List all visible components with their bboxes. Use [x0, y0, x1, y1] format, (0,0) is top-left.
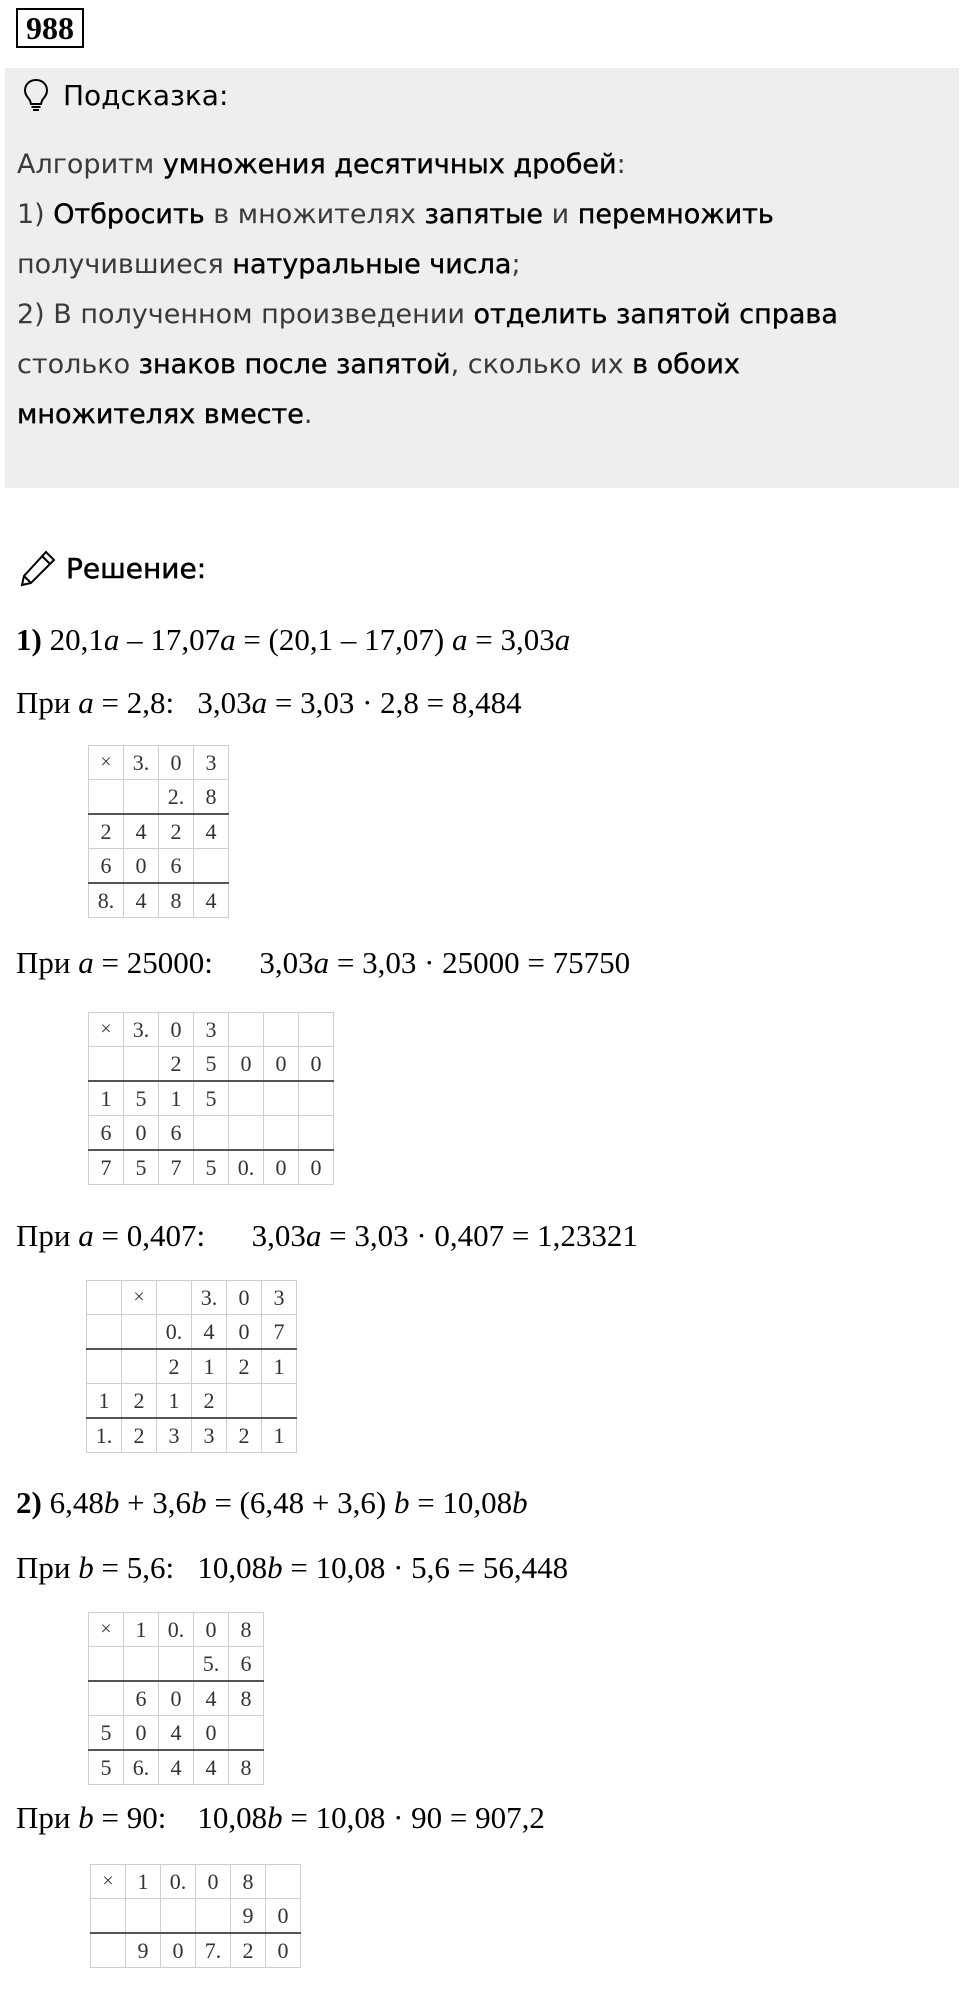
digit-cell: [87, 1315, 122, 1350]
table-row: [87, 1349, 297, 1384]
expression-text: 6,48b + 3,6b = (6,48 + 3,6) b = 10,08b: [41, 1485, 528, 1520]
digit-cell: 4: [194, 1750, 229, 1785]
digit-cell: 7: [262, 1315, 297, 1350]
hint-box: [5, 68, 959, 488]
table-row: [87, 1315, 297, 1350]
digit-cell: 3.: [124, 1013, 159, 1047]
digit-cell: 1: [87, 1384, 122, 1419]
digit-cell: [264, 1013, 299, 1047]
table-row: [89, 1081, 334, 1116]
variable: b: [267, 1550, 283, 1585]
part1-expression: [16, 622, 570, 658]
solution-header: [18, 548, 206, 588]
hint-emphasis: знаков после запятой: [138, 349, 451, 380]
hint-emphasis: умножения десятичных дробей: [162, 149, 617, 180]
table-row: [87, 1281, 297, 1315]
digit-cell: 2: [227, 1349, 262, 1384]
hint-text-segment: получившиеся: [17, 249, 233, 280]
digit-cell: 8: [229, 1750, 264, 1785]
hint-text-segment: Алгоритм: [17, 149, 163, 180]
variable: b: [191, 1485, 207, 1520]
digit-cell: [87, 1281, 122, 1315]
digit-cell: 4: [124, 814, 159, 849]
digit-cell: [89, 1047, 124, 1082]
digit-cell: [229, 1116, 264, 1151]
digit-cell: 2: [122, 1418, 157, 1453]
pencil-icon: [18, 548, 58, 588]
variable: a: [251, 685, 268, 720]
digit-cell: 4: [192, 1315, 227, 1350]
digit-cell: 0: [266, 1899, 301, 1934]
digit-cell: 5: [194, 1081, 229, 1116]
hint-text: [17, 140, 937, 440]
digit-cell: 1: [157, 1384, 192, 1419]
digit-cell: 3: [157, 1418, 192, 1453]
table-row: [89, 849, 229, 884]
digit-cell: 6: [89, 1116, 124, 1151]
hint-text-segment: и: [542, 199, 578, 230]
digit-cell: 2: [157, 1349, 192, 1384]
hint-emphasis: Отбросить: [53, 199, 205, 230]
digit-cell: 4: [159, 1716, 194, 1751]
digit-cell: 4: [194, 1681, 229, 1716]
table-row: [89, 1116, 334, 1151]
digit-cell: 0: [299, 1150, 334, 1185]
digit-cell: 0: [159, 1013, 194, 1047]
digit-cell: 0: [227, 1315, 262, 1350]
digit-cell: 2: [227, 1418, 262, 1453]
digit-cell: [122, 1349, 157, 1384]
variable: a: [554, 622, 571, 657]
part1-case3-multiplication-table: [86, 1280, 297, 1453]
part1-case2-multiplication-table: [88, 1012, 334, 1185]
part2-case1-text: При b = 5,6: 10,08b = 10,08 · 5,6 = 56,448: [16, 1550, 569, 1585]
digit-cell: 6: [124, 1681, 159, 1716]
hint-line: [17, 240, 937, 290]
part1-case1-text: При a = 2,8: 3,03a = 3,03 · 2,8 = 8,484: [16, 685, 522, 720]
digit-cell: 6.: [124, 1750, 159, 1785]
hint-line: [17, 340, 937, 390]
task-number: 988: [16, 8, 84, 48]
digit-cell: [196, 1899, 231, 1934]
digit-cell: 1: [262, 1418, 297, 1453]
digit-cell: 3: [194, 746, 229, 780]
digit-cell: [299, 1081, 334, 1116]
part2-case1-multiplication-table: [88, 1612, 264, 1785]
digit-cell: [266, 1865, 301, 1899]
variable: b: [393, 1485, 410, 1520]
variable: a: [220, 622, 236, 657]
lightbulb-icon: [23, 78, 49, 112]
digit-cell: [91, 1899, 126, 1934]
digit-cell: [194, 849, 229, 884]
digit-cell: [159, 1647, 194, 1682]
digit-cell: 1: [124, 1613, 159, 1647]
table-row: [89, 1150, 334, 1185]
variable: a: [78, 1218, 94, 1253]
hint-text-segment: :: [616, 149, 626, 180]
digit-cell: 7: [159, 1150, 194, 1185]
digit-cell: 0: [124, 849, 159, 884]
digit-cell: 4: [194, 814, 229, 849]
variable: b: [103, 1485, 120, 1520]
hint-emphasis: натуральные числа: [232, 249, 512, 280]
table-row: [89, 1613, 264, 1647]
digit-cell: [264, 1116, 299, 1151]
part1-case2-text: При a = 25000: 3,03a = 3,03 · 25000 = 75750: [16, 945, 631, 980]
part2-case2-multiplication-table: [90, 1864, 301, 1968]
table-row: [91, 1933, 301, 1968]
digit-cell: 7: [89, 1150, 124, 1185]
variable: b: [78, 1800, 94, 1835]
digit-cell: [299, 1116, 334, 1151]
table-row: [89, 814, 229, 849]
table-row: [89, 1681, 264, 1716]
hint-emphasis: перемножить: [577, 199, 774, 230]
digit-cell: 1: [159, 1081, 194, 1116]
digit-cell: [157, 1281, 192, 1315]
digit-cell: 0: [124, 1116, 159, 1151]
digit-cell: [122, 1315, 157, 1350]
hint-line: [17, 190, 937, 240]
hint-text-segment: 2) В полученном произведении: [17, 299, 474, 330]
digit-cell: 0: [159, 1681, 194, 1716]
digit-cell: 8.: [89, 883, 124, 918]
table-row: [89, 1013, 334, 1047]
variable: b: [512, 1485, 528, 1520]
digit-cell: 6: [229, 1647, 264, 1682]
digit-cell: 0: [161, 1933, 196, 1968]
hint-emphasis: отделить запятой справа: [473, 299, 838, 330]
table-row: [87, 1418, 297, 1453]
digit-cell: 2.: [159, 780, 194, 815]
digit-cell: 8: [229, 1613, 264, 1647]
digit-cell: 6: [159, 1116, 194, 1151]
part2-case2-text: При b = 90: 10,08b = 10,08 · 90 = 907,2: [16, 1800, 545, 1835]
digit-cell: 0: [227, 1281, 262, 1315]
digit-cell: 3: [192, 1418, 227, 1453]
digit-cell: 2: [89, 814, 124, 849]
part1-case1-multiplication-table: [88, 745, 229, 918]
digit-cell: [89, 1681, 124, 1716]
digit-cell: [194, 1116, 229, 1151]
table-row: [89, 1716, 264, 1751]
digit-cell: 5: [89, 1716, 124, 1751]
digit-cell: 9: [126, 1933, 161, 1968]
part-label: 1): [16, 622, 42, 657]
digit-cell: 0.: [157, 1315, 192, 1350]
digit-cell: [229, 1081, 264, 1116]
hint-header: [23, 78, 228, 112]
digit-cell: [161, 1899, 196, 1934]
digit-cell: 0.: [161, 1865, 196, 1899]
digit-cell: [87, 1349, 122, 1384]
digit-cell: 1: [262, 1349, 297, 1384]
digit-cell: 5: [194, 1047, 229, 1082]
digit-cell: 6: [159, 849, 194, 884]
digit-cell: 9: [231, 1899, 266, 1934]
solution-title: Решение:: [66, 551, 207, 585]
digit-cell: 1: [192, 1349, 227, 1384]
digit-cell: 8: [231, 1865, 266, 1899]
hint-text-segment: , сколько их: [450, 349, 633, 380]
variable: b: [267, 1800, 283, 1835]
digit-cell: 5.: [194, 1647, 229, 1682]
hint-text-segment: .: [303, 399, 313, 430]
digit-cell: [124, 780, 159, 815]
digit-cell: 2: [122, 1384, 157, 1419]
digit-cell: [299, 1013, 334, 1047]
digit-cell: 1: [89, 1081, 124, 1116]
part1-case3-text: При a = 0,407: 3,03a = 3,03 · 0,407 = 1,23321: [16, 1218, 638, 1253]
hint-emphasis: множителях вместе: [17, 399, 304, 430]
part-label: 2): [16, 1485, 42, 1520]
variable: a: [78, 685, 94, 720]
expression-text: 20,1a – 17,07a = (20,1 – 17,07) a = 3,03a: [41, 622, 571, 657]
digit-cell: 8: [194, 780, 229, 815]
hint-emphasis: запятые: [424, 199, 543, 230]
part2-expression: [16, 1485, 528, 1521]
digit-cell: [126, 1899, 161, 1934]
digit-cell: [229, 1013, 264, 1047]
digit-cell: 3: [194, 1013, 229, 1047]
digit-cell: 1.: [87, 1418, 122, 1453]
digit-cell: 2: [159, 1047, 194, 1082]
digit-cell: [229, 1716, 264, 1751]
digit-cell: 3.: [124, 746, 159, 780]
variable: a: [103, 622, 120, 657]
digit-cell: 7.: [196, 1933, 231, 1968]
digit-cell: 0: [264, 1047, 299, 1082]
variable: b: [78, 1550, 94, 1585]
digit-cell: 0: [124, 1716, 159, 1751]
digit-cell: [89, 1647, 124, 1682]
digit-cell: [91, 1933, 126, 1968]
digit-cell: 3.: [192, 1281, 227, 1315]
table-row: [91, 1899, 301, 1934]
table-row: [89, 1750, 264, 1785]
digit-cell: 6: [89, 849, 124, 884]
digit-cell: 5: [194, 1150, 229, 1185]
digit-cell: [227, 1384, 262, 1419]
hint-text-segment: 1): [17, 199, 54, 230]
digit-cell: 8: [229, 1681, 264, 1716]
digit-cell: 0.: [159, 1613, 194, 1647]
digit-cell: 5: [124, 1081, 159, 1116]
digit-cell: [89, 780, 124, 815]
digit-cell: 0: [266, 1933, 301, 1968]
multiply-sign: ×: [89, 1013, 124, 1047]
table-row: [89, 780, 229, 815]
table-row: [89, 1647, 264, 1682]
digit-cell: 4: [159, 1750, 194, 1785]
variable: a: [78, 945, 94, 980]
digit-cell: [262, 1384, 297, 1419]
multiply-sign: ×: [89, 1613, 124, 1647]
table-row: [89, 883, 229, 918]
digit-cell: 2: [192, 1384, 227, 1419]
hint-emphasis: в обоих: [632, 349, 740, 380]
hint-line: [17, 140, 937, 190]
variable: a: [313, 945, 330, 980]
digit-cell: 0: [264, 1150, 299, 1185]
digit-cell: 2: [159, 814, 194, 849]
digit-cell: 4: [194, 883, 229, 918]
digit-cell: [264, 1081, 299, 1116]
hint-text-segment: столько: [17, 349, 139, 380]
digit-cell: 5: [89, 1750, 124, 1785]
digit-cell: 4: [124, 883, 159, 918]
table-row: [89, 746, 229, 780]
multiply-sign: ×: [89, 746, 124, 780]
table-row: [87, 1384, 297, 1419]
digit-cell: [124, 1647, 159, 1682]
digit-cell: 0: [159, 746, 194, 780]
digit-cell: 1: [126, 1865, 161, 1899]
table-row: [91, 1865, 301, 1899]
digit-cell: 0.: [229, 1150, 264, 1185]
digit-cell: 5: [124, 1150, 159, 1185]
variable: a: [451, 622, 468, 657]
digit-cell: 0: [194, 1716, 229, 1751]
digit-cell: 3: [262, 1281, 297, 1315]
digit-cell: 8: [159, 883, 194, 918]
digit-cell: [124, 1047, 159, 1082]
hint-title: Подсказка:: [63, 78, 229, 112]
digit-cell: 0: [194, 1613, 229, 1647]
hint-line: [17, 290, 937, 340]
variable: a: [305, 1218, 322, 1253]
hint-line: [17, 390, 937, 440]
table-row: [89, 1047, 334, 1082]
digit-cell: 2: [231, 1933, 266, 1968]
hint-text-segment: ;: [511, 249, 521, 280]
digit-cell: 0: [299, 1047, 334, 1082]
hint-text-segment: в множителях: [204, 199, 425, 230]
multiply-sign: ×: [122, 1281, 157, 1315]
multiply-sign: ×: [91, 1865, 126, 1899]
digit-cell: 0: [196, 1865, 231, 1899]
digit-cell: 0: [229, 1047, 264, 1082]
